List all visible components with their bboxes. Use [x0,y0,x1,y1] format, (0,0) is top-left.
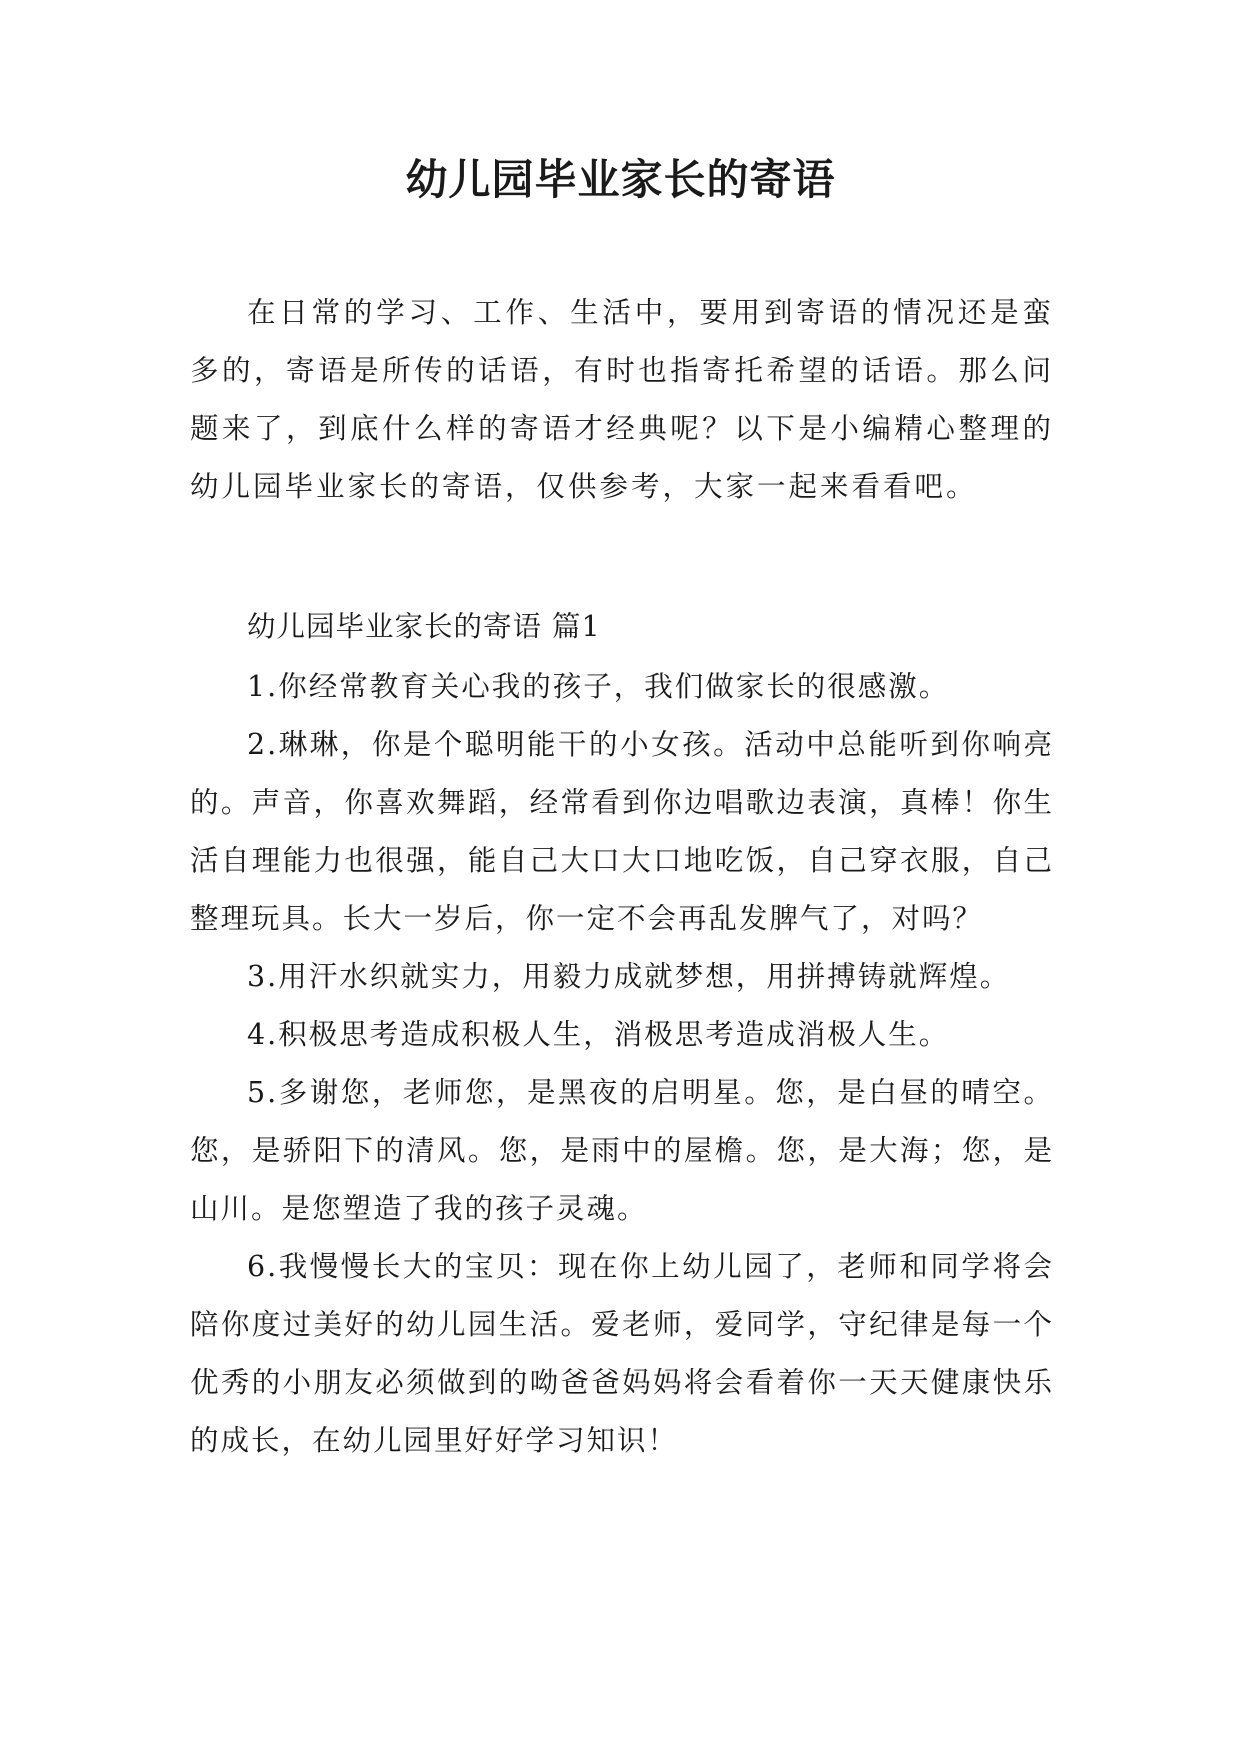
section-heading: 幼儿园毕业家长的寄语 篇1 [247,610,601,643]
intro-paragraph: 在日常的学习、工作、生活中，要用到寄语的情况还是蛮多的，寄语是所传的话语，有时也指寄托希望的话语。那么问题来了，到底什么样的寄语才经典呢？以下是小编精心整理的幼儿园毕业家长的寄语，仅供参考，大家一起来看看吧。 [190,296,1054,503]
message-item-3: 3.用汗水织就实力，用毅力成就梦想，用拼搏铸就辉煌。 [247,960,1011,993]
document-body [190,284,1054,1470]
message-item-2: 2.琳琳，你是个聪明能干的小女孩。活动中总能听到你响亮的。声音，你喜欢舞蹈，经常看到你边唱歌边表演，真棒！你生活自理能力也很强，能自己大口大口地吃饭，自己穿衣服，自己整理玩具。长大一岁后，你一定不会再乱发脾气了，对吗？ [190,728,1054,935]
message-list [190,658,1054,1470]
document-title: 幼儿园毕业家长的寄语 [405,155,836,204]
message-item-4: 4.积极思考造成积极人生，消极思考造成消极人生。 [247,1018,950,1051]
message-item-1: 1.你经常教育关心我的孩子，我们做家长的很感激。 [247,670,950,703]
message-item-5: 5.多谢您，老师您，是黑夜的启明星。您，是白昼的晴空。您，是骄阳下的清风。您，是雨中的屋檐。您，是大海；您，是山川。是您塑造了我的孩子灵魂。 [190,1076,1054,1225]
message-item-6: 6.我慢慢长大的宝贝：现在你上幼儿园了，老师和同学将会陪你度过美好的幼儿园生活。爱老师，爱同学，守纪律是每一个优秀的小朋友必须做到的呦爸爸妈妈将会看着你一天天健康快乐的成长，在幼儿园里好好学习知识！ [190,1250,1054,1457]
